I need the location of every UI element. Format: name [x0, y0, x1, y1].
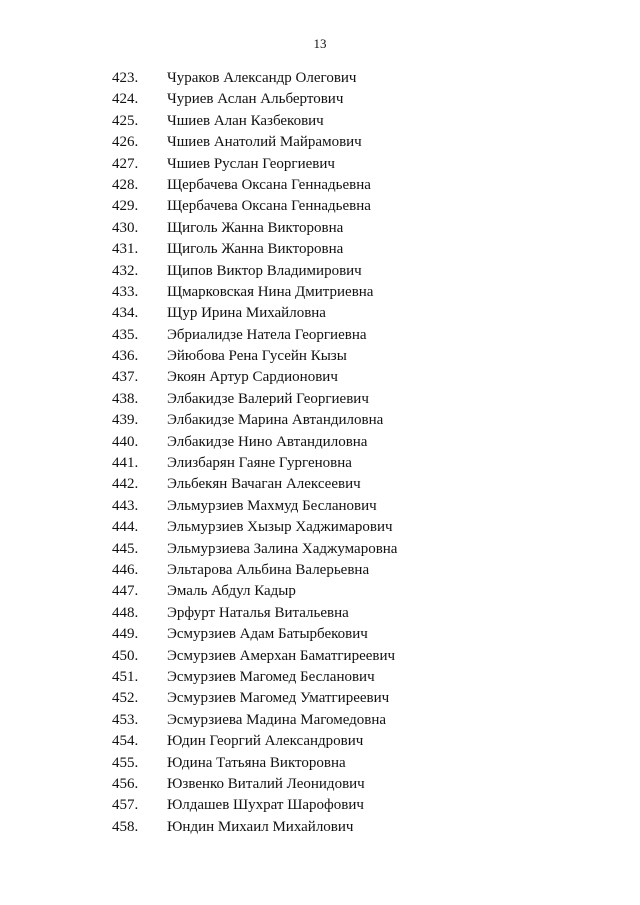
- entry-number: 448.: [112, 604, 139, 621]
- entry-number: 456.: [112, 775, 139, 792]
- entry-number: 429.: [112, 198, 139, 215]
- entry-number: 446.: [112, 561, 139, 578]
- entry-name: Эсмурзиева Мадина Магомедовна: [167, 711, 387, 728]
- list-item: [0, 603, 640, 624]
- list-item: [0, 624, 640, 645]
- entry-number: 433.: [112, 283, 139, 300]
- entry-name: Щербачева Оксана Геннадьевна: [167, 176, 371, 193]
- list-item: [0, 581, 640, 602]
- entry-name: Юдин Георгий Александрович: [167, 733, 364, 750]
- entry-name: Эсмурзиев Амерхан Баматгиреевич: [167, 647, 396, 664]
- entry-name: Эмаль Абдул Кадыр: [167, 583, 296, 600]
- entry-name: Чураков Александр Олегович: [167, 70, 357, 86]
- entry-number: 438.: [112, 390, 139, 407]
- list-item: [0, 774, 640, 795]
- entry-name: Эльбекян Вачаган Алексеевич: [167, 476, 361, 493]
- entry-number: 441.: [112, 455, 139, 472]
- entry-number: 435.: [112, 326, 139, 343]
- entry-number: 424.: [112, 91, 139, 108]
- list-item: [0, 132, 640, 153]
- list-item: [0, 453, 640, 474]
- entry-name: Эсмурзиев Адам Батырбекович: [167, 626, 368, 643]
- list-item: [0, 496, 640, 517]
- list-item: [0, 239, 640, 260]
- entry-name: Щур Ирина Михайловна: [167, 305, 326, 322]
- entry-number: 432.: [112, 262, 139, 279]
- entry-number: 434.: [112, 305, 139, 322]
- list-item: [0, 817, 640, 838]
- entry-name: Чшиев Алан Казбекович: [167, 112, 324, 129]
- list-item: [0, 282, 640, 303]
- entry-name: Щипов Виктор Владимирович: [167, 262, 362, 279]
- entry-name: Эльмурзиев Махмуд Бесланович: [167, 497, 377, 514]
- list-item: [0, 154, 640, 175]
- list-item: [0, 560, 640, 581]
- entry-name: Экоян Артур Сардионович: [167, 369, 338, 386]
- entry-name: Эбриалидзе Натела Георгиевна: [167, 326, 367, 343]
- entry-name: Юлдашев Шухрат Шарофович: [167, 797, 364, 814]
- entry-name: Щербачева Оксана Геннадьевна: [167, 198, 371, 215]
- list-item: [0, 474, 640, 495]
- entry-number: 425.: [112, 112, 139, 129]
- entry-number: 453.: [112, 711, 139, 728]
- list-item: [0, 261, 640, 282]
- list-item: [0, 410, 640, 431]
- entry-number: 426.: [112, 134, 139, 151]
- list-item: [0, 346, 640, 367]
- entry-number: 454.: [112, 733, 139, 750]
- list-item: [0, 688, 640, 709]
- name-list: [0, 68, 640, 838]
- entry-number: 423.: [112, 70, 139, 86]
- entry-number: 439.: [112, 412, 139, 429]
- entry-name: Эльмурзиева Залина Хаджумаровна: [167, 540, 398, 557]
- entry-name: Элбакидзе Валерий Георгиевич: [167, 390, 369, 407]
- entry-name: Элизбарян Гаяне Гургеновна: [167, 455, 352, 472]
- entry-number: 458.: [112, 818, 139, 835]
- list-item: [0, 389, 640, 410]
- entry-number: 452.: [112, 690, 139, 707]
- entry-name: Элбакидзе Марина Автандиловна: [167, 412, 384, 429]
- list-item: [0, 432, 640, 453]
- list-item: [0, 539, 640, 560]
- entry-name: Чшиев Анатолий Майрамович: [167, 134, 362, 151]
- list-item: [0, 325, 640, 346]
- list-item: [0, 89, 640, 110]
- entry-name: Щмарковская Нина Дмитриевна: [167, 283, 374, 300]
- entry-name: Эсмурзиев Магомед Уматгиреевич: [167, 690, 390, 707]
- entry-name: Эрфурт Наталья Витальевна: [167, 604, 349, 621]
- entry-number: 447.: [112, 583, 139, 600]
- entry-name: Эсмурзиев Магомед Бесланович: [167, 668, 375, 685]
- entry-number: 431.: [112, 241, 139, 258]
- entry-number: 445.: [112, 540, 139, 557]
- list-item: [0, 517, 640, 538]
- entry-number: 436.: [112, 348, 139, 365]
- entry-name: Юндин Михаил Михайлович: [167, 818, 354, 835]
- entry-number: 440.: [112, 433, 139, 450]
- entry-name: Чшиев Руслан Георгиевич: [167, 155, 335, 172]
- entry-name: Чуриев Аслан Альбертович: [167, 91, 344, 108]
- list-item: [0, 196, 640, 217]
- list-item: [0, 367, 640, 388]
- page-number: 13: [313, 36, 327, 51]
- entry-number: 455.: [112, 754, 139, 771]
- entry-name: Щиголь Жанна Викторовна: [167, 219, 344, 236]
- entry-number: 444.: [112, 519, 139, 536]
- entry-number: 437.: [112, 369, 139, 386]
- list-item: [0, 111, 640, 132]
- entry-name: Юдина Татьяна Викторовна: [167, 754, 346, 771]
- list-item: [0, 710, 640, 731]
- entry-number: 442.: [112, 476, 139, 493]
- list-item: [0, 667, 640, 688]
- list-item: [0, 175, 640, 196]
- list-item: [0, 68, 640, 89]
- entry-number: 430.: [112, 219, 139, 236]
- entry-number: 443.: [112, 497, 139, 514]
- entry-name: Юзвенко Виталий Леонидович: [167, 775, 365, 792]
- entry-number: 449.: [112, 626, 139, 643]
- entry-number: 428.: [112, 176, 139, 193]
- list-item: [0, 731, 640, 752]
- list-item: [0, 646, 640, 667]
- entry-number: 427.: [112, 155, 139, 172]
- list-item: [0, 218, 640, 239]
- list-item: [0, 303, 640, 324]
- entry-name: Эйюбова Рена Гусейн Кызы: [167, 348, 347, 365]
- entry-number: 450.: [112, 647, 139, 664]
- list-item: [0, 753, 640, 774]
- entry-name: Эльмурзиев Хызыр Хаджимарович: [167, 519, 393, 536]
- entry-number: 457.: [112, 797, 139, 814]
- entry-name: Щиголь Жанна Викторовна: [167, 241, 344, 258]
- list-item: [0, 795, 640, 816]
- entry-name: Эльтарова Альбина Валерьевна: [167, 561, 370, 578]
- entry-number: 451.: [112, 668, 139, 685]
- entry-name: Элбакидзе Нино Автандиловна: [167, 433, 368, 450]
